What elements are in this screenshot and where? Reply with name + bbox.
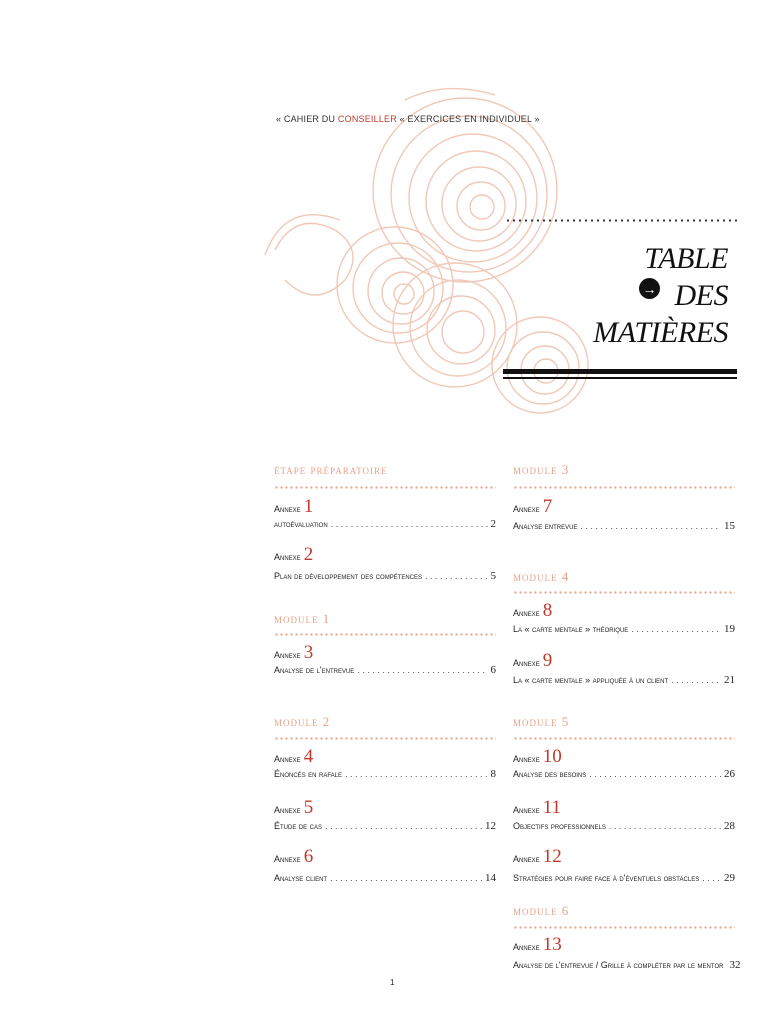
annex-heading: Annexe 9: [513, 650, 553, 671]
toc-entry[interactable]: Objectifs professionnels . . . 28: [513, 820, 735, 832]
annex-heading: Annexe 10: [513, 746, 562, 767]
kicker-highlight: CONSEILLER: [337, 114, 397, 124]
annex-heading: Annexe 4: [274, 746, 314, 767]
title-line-3: MATIÈRES: [593, 316, 728, 349]
toc-entry[interactable]: Étude de cas . . . 12: [274, 820, 496, 832]
toc-entry[interactable]: Analyse de l'entrevue . . . 6: [274, 664, 496, 676]
page-number: 28: [724, 820, 735, 832]
annex-heading: Annexe 2: [274, 544, 314, 565]
decorative-spiral-illustration: [255, 80, 595, 440]
annex-number: 13: [542, 934, 562, 955]
kicker-suffix: « EXERCICES EN INDIVIDUEL »: [396, 114, 540, 124]
annex-number: 5: [303, 797, 314, 818]
page-number: 2: [490, 518, 496, 530]
toc-entry[interactable]: Analyse client . . . 14: [274, 872, 496, 884]
section-divider: [513, 591, 735, 594]
page-number: 29: [724, 872, 735, 884]
page-number: 8: [490, 768, 496, 780]
page-number: 32: [729, 959, 741, 971]
section-title-module-1: module 1: [274, 611, 331, 626]
dotted-divider: [505, 219, 737, 222]
title-line-2: DES: [674, 279, 728, 312]
annex-heading: Annexe 8: [513, 600, 553, 621]
annex-heading: Annexe 6: [274, 846, 314, 867]
page-number: 12: [485, 820, 496, 832]
annex-heading: Annexe 11: [513, 797, 561, 818]
toc-entry[interactable]: La « carte mentale » appliquée à un client . . . 21: [513, 674, 735, 686]
title-rule-thin: [503, 377, 737, 379]
title-line-1: TABLE: [644, 242, 728, 275]
annex-number: 1: [303, 496, 314, 517]
section-title-module-6: module 6: [513, 903, 570, 918]
footer-page-number: 1: [390, 978, 395, 987]
section-title-prep: étape préparatoire: [274, 462, 388, 477]
toc-entry[interactable]: Énoncés en rafale . . . 8: [274, 768, 496, 780]
page-number: 21: [724, 674, 735, 686]
toc-entry[interactable]: autoévaluation . . . 2: [274, 518, 496, 530]
annex-heading: Annexe 12: [513, 846, 562, 867]
section-divider: [274, 486, 496, 489]
annex-number: 2: [303, 544, 314, 565]
section-title-module-3: module 3: [513, 462, 570, 477]
section-title-module-4: module 4: [513, 569, 570, 584]
page-number: 26: [724, 768, 735, 780]
page-number: 15: [724, 520, 735, 532]
arrow-right-icon: →: [639, 278, 660, 299]
annex-heading: Annexe 3: [274, 642, 314, 663]
page-number: 6: [490, 664, 496, 676]
kicker-prefix: « CAHIER DU: [276, 114, 338, 124]
toc-entry[interactable]: Analyse de l'entrevue / Grille à compléter par le mentor 32: [513, 959, 741, 971]
page-title: [593, 240, 728, 351]
toc-entry[interactable]: Analyse entrevue . . . 15: [513, 520, 735, 532]
section-divider: [513, 737, 735, 740]
toc-entry[interactable]: Stratégies pour faire face à d'éventuels obstacles . . . 29: [513, 872, 735, 884]
page-number: 14: [485, 872, 496, 884]
annex-number: 8: [542, 600, 553, 621]
section-title-module-5: module 5: [513, 714, 570, 729]
annex-number: 3: [303, 642, 314, 663]
annex-heading: Annexe 7: [513, 496, 553, 517]
page-number: 5: [490, 570, 496, 582]
annex-number: 7: [542, 496, 553, 517]
annex-heading: Annexe 5: [274, 797, 314, 818]
annex-heading: Annexe 13: [513, 934, 562, 955]
annex-number: 9: [542, 650, 553, 671]
toc-entry[interactable]: La « carte mentale » théorique . . . 19: [513, 623, 735, 635]
toc-entry[interactable]: Plan de développement des compétences . . . 5: [274, 570, 496, 582]
section-divider: [513, 486, 735, 489]
section-divider: [274, 737, 496, 740]
toc-entry[interactable]: Analyse des besoins . . . 26: [513, 768, 735, 780]
section-divider: [274, 633, 496, 636]
annex-number: 4: [303, 746, 314, 767]
page-number: 19: [724, 623, 735, 635]
title-rule-thick: [503, 369, 737, 374]
annex-number: 6: [303, 846, 314, 867]
annex-number: 12: [542, 846, 562, 867]
section-title-module-2: module 2: [274, 714, 331, 729]
annex-number: 10: [542, 746, 562, 767]
annex-number: 11: [542, 797, 561, 818]
document-kicker: [276, 114, 540, 124]
annex-heading: Annexe 1: [274, 496, 314, 517]
section-divider: [513, 926, 735, 929]
